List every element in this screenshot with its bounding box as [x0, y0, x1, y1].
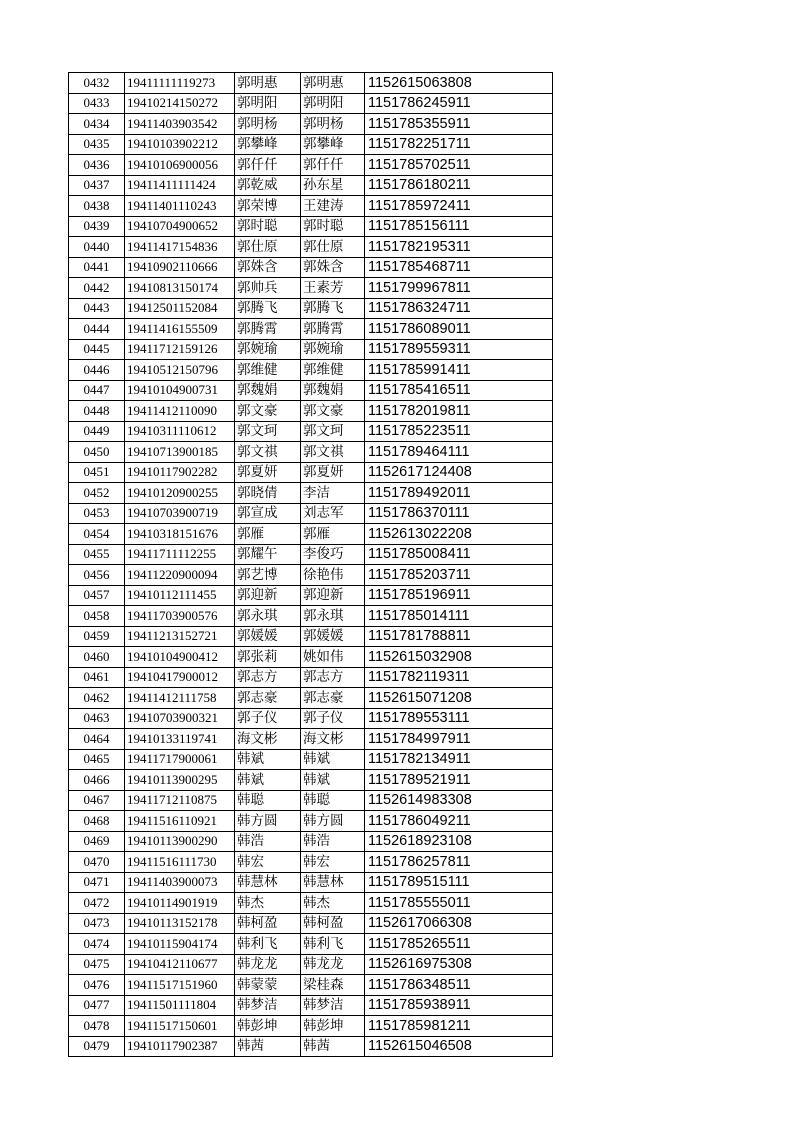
- table-row: [69, 749, 553, 770]
- row-number-cell: 0479: [69, 1036, 125, 1057]
- row-number-cell: 0436: [69, 155, 125, 176]
- id-number-cell: 19411516110921: [125, 811, 235, 832]
- table-row: [69, 934, 553, 955]
- account-holder-cell: 韩梦洁: [301, 995, 365, 1016]
- name-cell: 郭迎新: [235, 585, 301, 606]
- row-number-cell: 0442: [69, 278, 125, 299]
- id-number-cell: 19410117902387: [125, 1036, 235, 1057]
- name-cell: 韩斌: [235, 770, 301, 791]
- table-row: [69, 606, 553, 627]
- id-number-cell: 19410113900295: [125, 770, 235, 791]
- table-row: [69, 114, 553, 135]
- row-number-cell: 0470: [69, 852, 125, 873]
- row-number-cell: 0461: [69, 667, 125, 688]
- table-row: [69, 360, 553, 381]
- account-number-cell: 1151785416511: [365, 380, 553, 401]
- name-cell: 郭乾威: [235, 175, 301, 196]
- table-row: [69, 852, 553, 873]
- table-row: [69, 770, 553, 791]
- account-holder-cell: 郭志方: [301, 667, 365, 688]
- table-row: [69, 872, 553, 893]
- account-number-cell: 1151785203711: [365, 565, 553, 586]
- name-cell: 郭仟仟: [235, 155, 301, 176]
- table-row: [69, 462, 553, 483]
- name-cell: 郭维健: [235, 360, 301, 381]
- account-number-cell: 1151786370111: [365, 503, 553, 524]
- table-row: [69, 647, 553, 668]
- table-row: [69, 93, 553, 114]
- account-holder-cell: 郭仕原: [301, 237, 365, 258]
- name-cell: 韩方圆: [235, 811, 301, 832]
- account-number-cell: 1151789553111: [365, 708, 553, 729]
- id-number-cell: 19411111119273: [125, 73, 235, 94]
- id-number-cell: 19411516111730: [125, 852, 235, 873]
- name-cell: 郭仕原: [235, 237, 301, 258]
- id-number-cell: 19411411111424: [125, 175, 235, 196]
- account-number-cell: 1151782195311: [365, 237, 553, 258]
- row-number-cell: 0477: [69, 995, 125, 1016]
- account-holder-cell: 郭雁: [301, 524, 365, 545]
- account-number-cell: 1151785991411: [365, 360, 553, 381]
- table-row: [69, 708, 553, 729]
- account-number-cell: 1151789559311: [365, 339, 553, 360]
- table-row: [69, 954, 553, 975]
- account-number-cell: 1151786257811: [365, 852, 553, 873]
- account-number-cell: 1151782134911: [365, 749, 553, 770]
- name-cell: 韩聪: [235, 790, 301, 811]
- row-number-cell: 0449: [69, 421, 125, 442]
- account-holder-cell: 韩方圆: [301, 811, 365, 832]
- table-row: [69, 216, 553, 237]
- account-number-cell: 1151785014111: [365, 606, 553, 627]
- table-row: [69, 134, 553, 155]
- name-cell: 郭晓倩: [235, 483, 301, 504]
- name-cell: 郭媛媛: [235, 626, 301, 647]
- name-cell: 郭志方: [235, 667, 301, 688]
- name-cell: 郭攀峰: [235, 134, 301, 155]
- account-holder-cell: 郭子仪: [301, 708, 365, 729]
- id-number-cell: 19411412111758: [125, 688, 235, 709]
- table-row: [69, 380, 553, 401]
- name-cell: 韩茜: [235, 1036, 301, 1057]
- id-number-cell: 19411712110875: [125, 790, 235, 811]
- account-number-cell: 1151785972411: [365, 196, 553, 217]
- account-holder-cell: 郭时聪: [301, 216, 365, 237]
- roster-table: [68, 72, 553, 1057]
- table-row: [69, 155, 553, 176]
- table-row: [69, 893, 553, 914]
- table-row: [69, 790, 553, 811]
- id-number-cell: 19411712159126: [125, 339, 235, 360]
- table-row: [69, 1036, 553, 1057]
- table-row: [69, 442, 553, 463]
- id-number-cell: 19410813150174: [125, 278, 235, 299]
- id-number-cell: 19410117902282: [125, 462, 235, 483]
- account-holder-cell: 韩斌: [301, 749, 365, 770]
- account-holder-cell: 郭文豪: [301, 401, 365, 422]
- name-cell: 韩蒙蒙: [235, 975, 301, 996]
- account-holder-cell: 郭明阳: [301, 93, 365, 114]
- id-number-cell: 19410104900731: [125, 380, 235, 401]
- name-cell: 郭文豪: [235, 401, 301, 422]
- id-number-cell: 19410703900719: [125, 503, 235, 524]
- table-row: [69, 237, 553, 258]
- id-number-cell: 19410412110677: [125, 954, 235, 975]
- id-number-cell: 19410115904174: [125, 934, 235, 955]
- name-cell: 郭艺博: [235, 565, 301, 586]
- id-number-cell: 19410113152178: [125, 913, 235, 934]
- row-number-cell: 0437: [69, 175, 125, 196]
- account-number-cell: 1151786348511: [365, 975, 553, 996]
- row-number-cell: 0478: [69, 1016, 125, 1037]
- table-row: [69, 524, 553, 545]
- account-holder-cell: 郭夏妍: [301, 462, 365, 483]
- account-number-cell: 1152618923108: [365, 831, 553, 852]
- table-row: [69, 995, 553, 1016]
- account-number-cell: 1151789515111: [365, 872, 553, 893]
- table-row: [69, 975, 553, 996]
- row-number-cell: 0474: [69, 934, 125, 955]
- account-holder-cell: 韩茜: [301, 1036, 365, 1057]
- row-number-cell: 0441: [69, 257, 125, 278]
- id-number-cell: 19410120900255: [125, 483, 235, 504]
- row-number-cell: 0432: [69, 73, 125, 94]
- account-number-cell: 1151789492011: [365, 483, 553, 504]
- account-holder-cell: 梁桂森: [301, 975, 365, 996]
- id-number-cell: 19410311110612: [125, 421, 235, 442]
- account-holder-cell: 韩柯盈: [301, 913, 365, 934]
- id-number-cell: 19410704900652: [125, 216, 235, 237]
- name-cell: 郭明惠: [235, 73, 301, 94]
- account-number-cell: 1151785008411: [365, 544, 553, 565]
- account-number-cell: 1152615071208: [365, 688, 553, 709]
- id-number-cell: 19411711112255: [125, 544, 235, 565]
- name-cell: 郭腾霄: [235, 319, 301, 340]
- name-cell: 韩龙龙: [235, 954, 301, 975]
- id-number-cell: 19411501111804: [125, 995, 235, 1016]
- account-number-cell: 1151782019811: [365, 401, 553, 422]
- account-number-cell: 1151785265511: [365, 934, 553, 955]
- row-number-cell: 0439: [69, 216, 125, 237]
- name-cell: 韩宏: [235, 852, 301, 873]
- account-number-cell: 1151785156111: [365, 216, 553, 237]
- row-number-cell: 0460: [69, 647, 125, 668]
- table-row: [69, 688, 553, 709]
- name-cell: 韩柯盈: [235, 913, 301, 934]
- account-number-cell: 1151785355911: [365, 114, 553, 135]
- id-number-cell: 19411213152721: [125, 626, 235, 647]
- row-number-cell: 0443: [69, 298, 125, 319]
- account-number-cell: 1151785938911: [365, 995, 553, 1016]
- row-number-cell: 0462: [69, 688, 125, 709]
- row-number-cell: 0472: [69, 893, 125, 914]
- name-cell: 郭婉瑜: [235, 339, 301, 360]
- table-row: [69, 913, 553, 934]
- table-row: [69, 565, 553, 586]
- account-holder-cell: 刘志军: [301, 503, 365, 524]
- name-cell: 郭子仪: [235, 708, 301, 729]
- row-number-cell: 0459: [69, 626, 125, 647]
- account-number-cell: 1151786049211: [365, 811, 553, 832]
- id-number-cell: 19410104900412: [125, 647, 235, 668]
- id-number-cell: 19410103902212: [125, 134, 235, 155]
- name-cell: 郭文珂: [235, 421, 301, 442]
- account-number-cell: 1151786324711: [365, 298, 553, 319]
- name-cell: 郭明杨: [235, 114, 301, 135]
- id-number-cell: 19410703900321: [125, 708, 235, 729]
- row-number-cell: 0444: [69, 319, 125, 340]
- account-holder-cell: 韩慧林: [301, 872, 365, 893]
- account-holder-cell: 郭媛媛: [301, 626, 365, 647]
- account-number-cell: 1151785468711: [365, 257, 553, 278]
- name-cell: 郭雁: [235, 524, 301, 545]
- account-holder-cell: 姚如伟: [301, 647, 365, 668]
- table-row: [69, 585, 553, 606]
- row-number-cell: 0434: [69, 114, 125, 135]
- table-row: [69, 257, 553, 278]
- row-number-cell: 0468: [69, 811, 125, 832]
- id-number-cell: 19410106900056: [125, 155, 235, 176]
- row-number-cell: 0467: [69, 790, 125, 811]
- row-number-cell: 0453: [69, 503, 125, 524]
- account-number-cell: 1152615046508: [365, 1036, 553, 1057]
- name-cell: 郭腾飞: [235, 298, 301, 319]
- row-number-cell: 0450: [69, 442, 125, 463]
- id-number-cell: 19411703900576: [125, 606, 235, 627]
- row-number-cell: 0471: [69, 872, 125, 893]
- row-number-cell: 0454: [69, 524, 125, 545]
- table-row: [69, 196, 553, 217]
- account-number-cell: 1152615063808: [365, 73, 553, 94]
- id-number-cell: 19411401110243: [125, 196, 235, 217]
- row-number-cell: 0452: [69, 483, 125, 504]
- row-number-cell: 0464: [69, 729, 125, 750]
- id-number-cell: 19410113900290: [125, 831, 235, 852]
- id-number-cell: 19411717900061: [125, 749, 235, 770]
- account-number-cell: 1151799967811: [365, 278, 553, 299]
- row-number-cell: 0440: [69, 237, 125, 258]
- row-number-cell: 0476: [69, 975, 125, 996]
- name-cell: 韩慧林: [235, 872, 301, 893]
- account-holder-cell: 韩利飞: [301, 934, 365, 955]
- name-cell: 郭荣博: [235, 196, 301, 217]
- table-row: [69, 483, 553, 504]
- account-holder-cell: 郭志豪: [301, 688, 365, 709]
- account-number-cell: 1151786245911: [365, 93, 553, 114]
- row-number-cell: 0446: [69, 360, 125, 381]
- id-number-cell: 19411403903542: [125, 114, 235, 135]
- account-number-cell: 1151782251711: [365, 134, 553, 155]
- row-number-cell: 0469: [69, 831, 125, 852]
- account-holder-cell: 李洁: [301, 483, 365, 504]
- name-cell: 郭姝含: [235, 257, 301, 278]
- account-holder-cell: 韩龙龙: [301, 954, 365, 975]
- table-row: [69, 1016, 553, 1037]
- row-number-cell: 0456: [69, 565, 125, 586]
- account-number-cell: 1151786089011: [365, 319, 553, 340]
- name-cell: 郭文祺: [235, 442, 301, 463]
- row-number-cell: 0455: [69, 544, 125, 565]
- name-cell: 海文彬: [235, 729, 301, 750]
- account-number-cell: 1151785702511: [365, 155, 553, 176]
- id-number-cell: 19410112111455: [125, 585, 235, 606]
- account-holder-cell: 李俊巧: [301, 544, 365, 565]
- account-holder-cell: 郭腾霄: [301, 319, 365, 340]
- account-number-cell: 1151789521911: [365, 770, 553, 791]
- row-number-cell: 0445: [69, 339, 125, 360]
- name-cell: 郭耀午: [235, 544, 301, 565]
- account-number-cell: 1151785981211: [365, 1016, 553, 1037]
- name-cell: 郭宣成: [235, 503, 301, 524]
- account-holder-cell: 郭维健: [301, 360, 365, 381]
- table-row: [69, 175, 553, 196]
- table-row: [69, 667, 553, 688]
- table-row: [69, 421, 553, 442]
- row-number-cell: 0473: [69, 913, 125, 934]
- row-number-cell: 0433: [69, 93, 125, 114]
- account-holder-cell: 郭明惠: [301, 73, 365, 94]
- id-number-cell: 19410114901919: [125, 893, 235, 914]
- row-number-cell: 0458: [69, 606, 125, 627]
- account-number-cell: 1151785196911: [365, 585, 553, 606]
- account-holder-cell: 郭攀峰: [301, 134, 365, 155]
- name-cell: 韩杰: [235, 893, 301, 914]
- account-holder-cell: 郭迎新: [301, 585, 365, 606]
- row-number-cell: 0475: [69, 954, 125, 975]
- row-number-cell: 0466: [69, 770, 125, 791]
- account-holder-cell: 韩聪: [301, 790, 365, 811]
- id-number-cell: 19410713900185: [125, 442, 235, 463]
- account-number-cell: 1151785223511: [365, 421, 553, 442]
- table-row: [69, 503, 553, 524]
- name-cell: 郭夏妍: [235, 462, 301, 483]
- id-number-cell: 19410512150796: [125, 360, 235, 381]
- account-holder-cell: 郭文祺: [301, 442, 365, 463]
- account-number-cell: 1151785555011: [365, 893, 553, 914]
- name-cell: 郭明阳: [235, 93, 301, 114]
- name-cell: 郭张莉: [235, 647, 301, 668]
- row-number-cell: 0465: [69, 749, 125, 770]
- account-number-cell: 1152617066308: [365, 913, 553, 934]
- table-row: [69, 831, 553, 852]
- account-number-cell: 1152617124408: [365, 462, 553, 483]
- id-number-cell: 19411403900073: [125, 872, 235, 893]
- account-holder-cell: 郭明杨: [301, 114, 365, 135]
- name-cell: 郭志豪: [235, 688, 301, 709]
- account-holder-cell: 郭仟仟: [301, 155, 365, 176]
- name-cell: 韩斌: [235, 749, 301, 770]
- account-holder-cell: 韩浩: [301, 831, 365, 852]
- account-number-cell: 1151781788811: [365, 626, 553, 647]
- table-row: [69, 401, 553, 422]
- account-holder-cell: 韩斌: [301, 770, 365, 791]
- account-holder-cell: 郭姝含: [301, 257, 365, 278]
- account-holder-cell: 王素芳: [301, 278, 365, 299]
- id-number-cell: 19410318151676: [125, 524, 235, 545]
- table-row: [69, 626, 553, 647]
- id-number-cell: 19411517150601: [125, 1016, 235, 1037]
- row-number-cell: 0457: [69, 585, 125, 606]
- table-row: [69, 319, 553, 340]
- row-number-cell: 0438: [69, 196, 125, 217]
- account-holder-cell: 王建涛: [301, 196, 365, 217]
- account-holder-cell: 郭永琪: [301, 606, 365, 627]
- name-cell: 韩梦洁: [235, 995, 301, 1016]
- account-holder-cell: 海文彬: [301, 729, 365, 750]
- id-number-cell: 19410417900012: [125, 667, 235, 688]
- name-cell: 郭永琪: [235, 606, 301, 627]
- account-holder-cell: 韩宏: [301, 852, 365, 873]
- name-cell: 韩浩: [235, 831, 301, 852]
- table-row: [69, 811, 553, 832]
- account-holder-cell: 韩彭坤: [301, 1016, 365, 1037]
- id-number-cell: 19411417154836: [125, 237, 235, 258]
- name-cell: 韩彭坤: [235, 1016, 301, 1037]
- account-number-cell: 1152615032908: [365, 647, 553, 668]
- name-cell: 韩利飞: [235, 934, 301, 955]
- row-number-cell: 0435: [69, 134, 125, 155]
- table-row: [69, 729, 553, 750]
- table-row: [69, 544, 553, 565]
- id-number-cell: 19411412110090: [125, 401, 235, 422]
- account-holder-cell: 韩杰: [301, 893, 365, 914]
- row-number-cell: 0447: [69, 380, 125, 401]
- name-cell: 郭时聪: [235, 216, 301, 237]
- row-number-cell: 0463: [69, 708, 125, 729]
- table-row: [69, 298, 553, 319]
- account-holder-cell: 郭婉瑜: [301, 339, 365, 360]
- row-number-cell: 0451: [69, 462, 125, 483]
- roster-body: [69, 73, 553, 1057]
- id-number-cell: 19412501152084: [125, 298, 235, 319]
- account-holder-cell: 孙东星: [301, 175, 365, 196]
- account-holder-cell: 郭文珂: [301, 421, 365, 442]
- account-holder-cell: 郭魏娟: [301, 380, 365, 401]
- account-number-cell: 1152613022208: [365, 524, 553, 545]
- id-number-cell: 19410214150272: [125, 93, 235, 114]
- id-number-cell: 19411517151960: [125, 975, 235, 996]
- account-number-cell: 1152616975308: [365, 954, 553, 975]
- name-cell: 郭魏娟: [235, 380, 301, 401]
- account-number-cell: 1151786180211: [365, 175, 553, 196]
- account-number-cell: 1151782119311: [365, 667, 553, 688]
- name-cell: 郭帅兵: [235, 278, 301, 299]
- table-row: [69, 339, 553, 360]
- table-row: [69, 73, 553, 94]
- account-number-cell: 1151784997911: [365, 729, 553, 750]
- account-number-cell: 1152614983308: [365, 790, 553, 811]
- id-number-cell: 19411416155509: [125, 319, 235, 340]
- account-holder-cell: 郭腾飞: [301, 298, 365, 319]
- row-number-cell: 0448: [69, 401, 125, 422]
- table-row: [69, 278, 553, 299]
- account-holder-cell: 徐艳伟: [301, 565, 365, 586]
- id-number-cell: 19410902110666: [125, 257, 235, 278]
- id-number-cell: 19410133119741: [125, 729, 235, 750]
- account-number-cell: 1151789464111: [365, 442, 553, 463]
- id-number-cell: 19411220900094: [125, 565, 235, 586]
